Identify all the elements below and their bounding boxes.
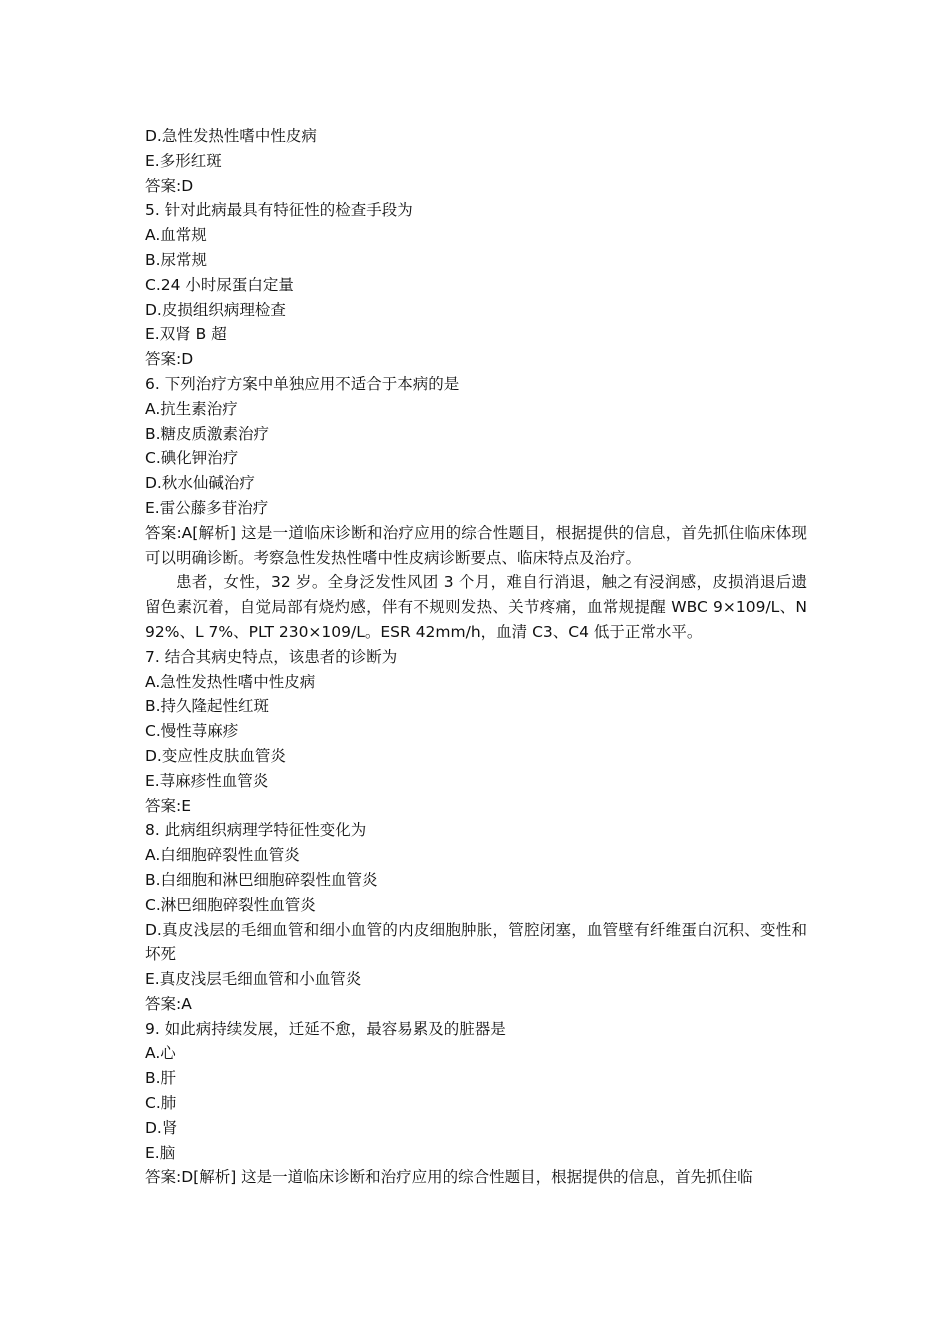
- option-9e: E.脑: [145, 1143, 176, 1162]
- option-9a: A.心: [145, 1044, 176, 1063]
- answer-7: 答案:E: [145, 796, 192, 815]
- option-9b: B.肝: [145, 1069, 177, 1088]
- option-9d: D.肾: [145, 1118, 178, 1137]
- question-5: 5. 针对此病最具有特征性的检查手段为: [145, 201, 413, 220]
- option-8b: B.白细胞和淋巴细胞碎裂性血管炎: [145, 870, 378, 889]
- option-7d: D.变应性皮肤血管炎: [145, 746, 286, 765]
- answer-4: 答案:D: [145, 176, 194, 195]
- option-6a: A.抗生素治疗: [145, 399, 238, 418]
- answer-6-analysis: 答案:A[解析] 这是一道临床诊断和治疗应用的综合性题目，根据提供的信息，首先抓住临床体现可以明确诊断。考察急性发热性嗜中性皮病诊断要点、临床特点及治疗。: [145, 523, 807, 567]
- option-6c: C.碘化钾治疗: [145, 449, 239, 468]
- option-7c: C.慢性荨麻疹: [145, 722, 239, 741]
- option-7e: E.荨麻疹性血管炎: [145, 771, 269, 790]
- question-9: 9. 如此病持续发展，迁延不愈，最容易累及的脏器是: [145, 1019, 506, 1038]
- option-6e: E.雷公藤多苷治疗: [145, 498, 269, 517]
- answer-9-analysis: 答案:D[解析] 这是一道临床诊断和治疗应用的综合性题目，根据提供的信息，首先抓住临: [145, 1168, 753, 1187]
- case-description: 患者，女性，32 岁。全身泛发性风团 3 个月，难自行消退，触之有浸润感，皮损消退后遗留色素沉着，自觉局部有烧灼感，伴有不规则发热、关节疼痛，血常规提醒 WBC 9×109/L、N 92%、L 7%、PLT 230×109/L。ESR 42mm/h，血清 C3、C4 低于正常水平。: [145, 573, 807, 641]
- question-6: 6. 下列治疗方案中单独应用不适合于本病的是: [145, 374, 460, 393]
- option-4e: E.多形红斑: [145, 151, 222, 170]
- option-5c: C.24 小时尿蛋白定量: [145, 275, 294, 294]
- option-5b: B.尿常规: [145, 250, 208, 269]
- option-5a: A.血常规: [145, 226, 207, 245]
- answer-8: 答案:A: [145, 994, 192, 1013]
- option-8c: C.淋巴细胞碎裂性血管炎: [145, 895, 316, 914]
- option-6d: D.秋水仙碱治疗: [145, 474, 255, 493]
- document-page: [145, 124, 807, 1190]
- option-7b: B.持久隆起性红斑: [145, 697, 270, 716]
- option-5d: D.皮损组织病理检查: [145, 300, 286, 319]
- option-8e: E.真皮浅层毛细血管和小血管炎: [145, 970, 362, 989]
- option-9c: C.肺: [145, 1094, 177, 1113]
- option-4d: D.急性发热性嗜中性皮病: [145, 127, 317, 145]
- option-8d: D.真皮浅层的毛细血管和细小血管的内皮细胞肿胀，管腔闭塞，血管壁有纤维蛋白沉积、变性和坏死: [145, 920, 807, 964]
- option-8a: A.白细胞碎裂性血管炎: [145, 846, 300, 865]
- question-8: 8. 此病组织病理学特征性变化为: [145, 821, 367, 840]
- question-7: 7. 结合其病史特点，该患者的诊断为: [145, 647, 398, 666]
- option-5e: E.双肾 B 超: [145, 325, 227, 344]
- option-7a: A.急性发热性嗜中性皮病: [145, 672, 316, 691]
- answer-5: 答案:D: [145, 350, 194, 369]
- option-6b: B.糖皮质激素治疗: [145, 424, 270, 443]
